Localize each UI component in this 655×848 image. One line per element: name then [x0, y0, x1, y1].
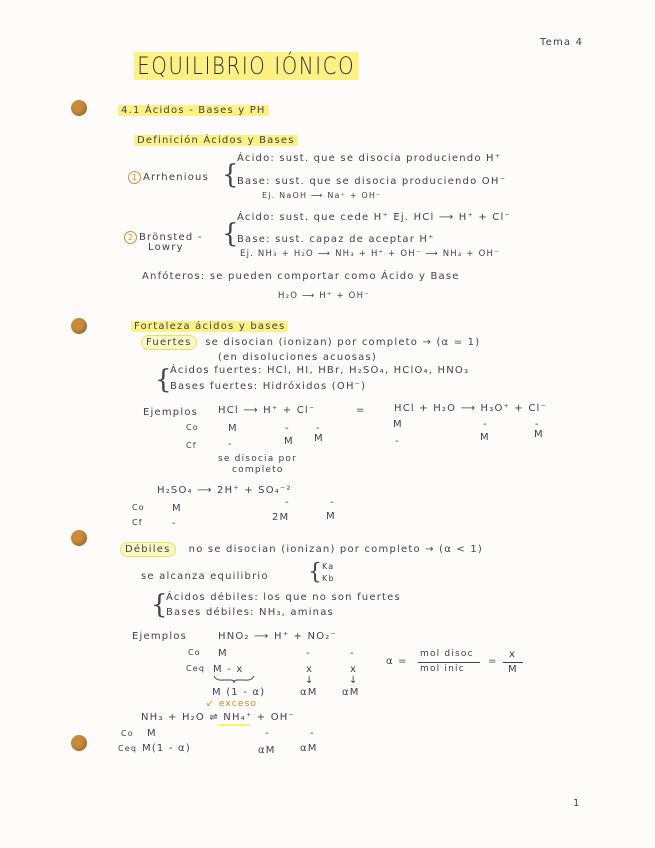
fraction-bar-1 — [418, 662, 480, 663]
fraction-bar-2 — [503, 662, 523, 663]
cf-cl2-M: M — [534, 429, 544, 440]
mol-inic: mol inic — [420, 664, 465, 674]
cf-2h-2M: 2M — [272, 512, 290, 523]
bronsted-base: Base: sust. capaz de aceptar H⁺ — [237, 234, 435, 245]
debiles-label: Débiles — [120, 542, 176, 557]
alcanza-equilibrio: se alcanza equilibrio — [141, 571, 269, 582]
co-cl-dash: - — [316, 423, 321, 434]
co-label-3: Co — [188, 648, 201, 657]
co-hcl2-M: M — [393, 419, 403, 430]
co-no2-dash: - — [350, 648, 355, 659]
ceq-m-minus-x: M - x — [213, 664, 244, 675]
fuertes-label: Fuertes — [141, 335, 197, 350]
brace-k: { — [308, 560, 322, 585]
number-1-circle: 1 — [128, 171, 141, 184]
equilibrium-highlight — [218, 724, 250, 726]
co-label-4: Co — [121, 729, 134, 738]
page-number: 1 — [573, 798, 580, 809]
cf-cl-M: M — [314, 433, 324, 444]
hcl-eq-sign: = — [356, 405, 366, 416]
arrhenius-acido: Ácido: sust. que se disocia produciendo H⁺ — [237, 153, 502, 164]
binder-hole-2 — [71, 318, 87, 334]
cf-hcl-dash: - — [228, 439, 233, 450]
ejemplos-label-1: Ejemplos — [143, 407, 199, 418]
co-nh4-dash: - — [265, 728, 270, 739]
cf-h-M: M — [284, 436, 294, 447]
section-heading-4-1: 4.1 Ácidos - Bases y PH — [118, 106, 269, 116]
arrhenius-example: Ej. NaOH ⟶ Na⁺ + OH⁻ — [262, 191, 382, 200]
co-h3o-dash: - — [483, 419, 488, 430]
co-h-dash-3: - — [306, 648, 311, 659]
cf-h3o-M: M — [480, 432, 490, 443]
co-hno2-M: M — [218, 648, 228, 659]
co-cl2-dash: - — [535, 419, 540, 430]
frac-M: M — [508, 664, 518, 675]
ceq-alpha-M-1: αM — [258, 745, 276, 756]
fortaleza-heading: Fortaleza ácidos y bases — [131, 322, 288, 332]
ceq-x-2: x — [350, 664, 358, 675]
frac-x: x — [509, 649, 517, 660]
down-arrow-1: ↓ — [305, 675, 315, 686]
ceq-alpha-M-2: αM — [300, 743, 318, 754]
ceq-x-1: x — [306, 664, 314, 675]
debiles-line: Débiles no se disocian (ionizan) por completo → (α < 1) — [120, 545, 483, 555]
bronsted-label: 2 Brönsted - — [124, 231, 203, 244]
cf-label-1: Cf — [186, 441, 197, 450]
cf-so4-M: M — [326, 511, 336, 522]
number-2-circle: 2 — [124, 231, 137, 244]
tema-label: Tema 4 — [540, 37, 584, 48]
binder-hole-1 — [71, 100, 87, 116]
h2so4-equation: H₂SO₄ ⟶ 2H⁺ + SO₄⁻² — [157, 485, 292, 496]
co-h-dash: - — [285, 423, 290, 434]
bases-debiles: Bases débiles: NH₃, aminas — [166, 607, 334, 618]
hcl-water-equation: HCl + H₂O ⟶ H₃O⁺ + Cl⁻ — [394, 403, 547, 414]
hcl-equation: HCl ⟶ H⁺ + Cl⁻ — [218, 405, 316, 416]
exceso-note: ↙ exceso — [206, 699, 258, 709]
anfoteros-equation: H₂O ⟶ H⁺ + OH⁻ — [278, 291, 370, 301]
page-title-text: EQUILIBRIO IÓNICO — [134, 52, 359, 80]
co-2h-dash: - — [285, 497, 290, 508]
fraction-eq-sign: = — [488, 656, 498, 667]
ceq-label-2: Ceq — [118, 744, 138, 753]
bronsted-example: Ej. NH₃ + H₂O ⟶ NH₃ + H⁺ + OH⁻ ⟶ NH₄ + OH⁻ — [240, 249, 500, 259]
hno2-equation: HNO₂ ⟶ H⁺ + NO₂⁻ — [218, 631, 337, 642]
nh3-equation: NH₃ + H₂O ⇌ NH₄⁺ + OH⁻ — [141, 712, 295, 723]
co-h2so4-M: M — [172, 503, 182, 514]
co-hcl-M: M — [228, 423, 238, 434]
acidos-fuertes: Ácidos fuertes: HCl, HI, HBr, H₂SO₄, HClO₄, HNO₃ — [170, 365, 470, 376]
alpha-M-2: αM — [342, 687, 360, 698]
kb-label: Kb — [322, 574, 335, 583]
m-1-alpha: M (1 - α) — [212, 687, 266, 698]
page-title — [134, 52, 359, 80]
cf-hcl2-dash: - — [395, 436, 400, 447]
lowry-label: Lowry — [148, 242, 184, 253]
alpha-equals: α = — [386, 656, 408, 667]
bronsted-acido: Ácido: sust. que cede H⁺ Ej. HCl ⟶ H⁺ + Cl⁻ — [237, 212, 511, 223]
ceq-label-1: Ceq — [186, 664, 206, 673]
co-oh-dash: - — [310, 728, 315, 739]
co-so4-dash: - — [330, 497, 335, 508]
binder-hole-4 — [71, 735, 87, 751]
brace-arrhenius: { — [222, 160, 239, 190]
ka-label: Ka — [322, 562, 335, 571]
co-nh3-M: M — [147, 728, 157, 739]
ceq-m-1-alpha: M(1 - α) — [142, 743, 191, 754]
underbrace-icon — [212, 674, 256, 684]
anfoteros-text: Anfóteros: se pueden comportar como Ácido y Base — [142, 271, 460, 282]
arrhenius-base: Base: sust. que se disocia produciendo OH⁻ — [237, 176, 507, 187]
note-disocia-2: completo — [232, 465, 284, 475]
fuertes-line: Fuertes se disocian (ionizan) por completo → (α = 1) — [141, 338, 480, 348]
brace-fuertes: { — [155, 365, 172, 395]
arrhenius-label: 1 Arrhenious — [128, 171, 209, 184]
ejemplos-label-2: Ejemplos — [132, 631, 188, 642]
cf-h2so4-dash: - — [172, 518, 177, 529]
down-arrow-2: ↓ — [349, 675, 359, 686]
acidos-debiles: Ácidos débiles: los que no son fuertes — [166, 592, 401, 603]
binder-hole-3 — [71, 530, 87, 546]
co-label-2: Co — [132, 503, 145, 512]
brace-bronsted: { — [222, 219, 239, 249]
brace-debiles: { — [151, 590, 168, 620]
definicion-heading: Definición Ácidos y Bases — [134, 136, 298, 146]
bases-fuertes: Bases fuertes: Hidróxidos (OH⁻) — [170, 381, 367, 392]
cf-label-2: Cf — [132, 518, 143, 527]
mol-disoc: mol disoc — [420, 649, 474, 659]
note-disocia-1: se disocia por — [218, 454, 298, 464]
co-label-1: Co — [186, 423, 199, 432]
fuertes-note: (en disoluciones acuosas) — [218, 352, 377, 363]
alpha-M-1: αM — [300, 687, 318, 698]
